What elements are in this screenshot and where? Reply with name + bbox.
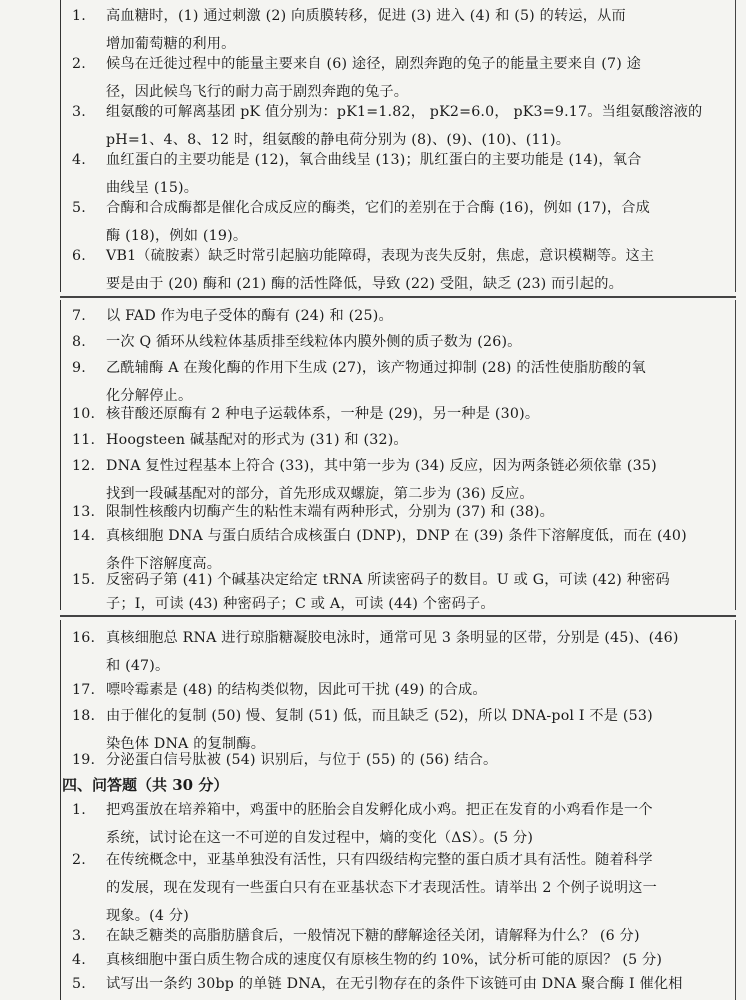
list-item: 15. 反密码子第 (41) 个碱基决定给定 tRNA 所读密码子的数目。U 或 G，可读 (42) 种密码 <box>72 572 670 588</box>
list-item: 2. 候鸟在迁徙过程中的能量主要来自 (6) 途径，剧烈奔跑的兔子的能量主要来自 (7) 途 径，因此候鸟飞行的耐力高于剧烈奔跑的兔子。 <box>72 56 642 100</box>
question-item: 2. 在传统概念中，亚基单独没有活性，只有四级结构完整的蛋白质才具有活性。随着科学 的发展，现在发现有一些蛋白只有在亚基状态下才表现活性。请举出 2 个例子说明这一 现象。(4 分) <box>72 852 657 924</box>
list-item: 3. 组氨酸的可解离基团 pK 值分别为：pK1=1.82， pK2=6.0， pK3=9.17。当组氨酸溶液的 pH=1、4、8、12 时，组氨酸的静电荷分别为 (8)、(9)、(10)、(11)。 <box>72 104 703 148</box>
list-item: 1. 高血糖时，(1) 通过刺激 (2) 向质膜转移，促进 (3) 进入 (4) 和 (5) 的转运，从而 增加葡萄糖的利用。 <box>72 8 626 52</box>
list-item: 10. 核苷酸还原酶有 2 种电子运载体系，一种是 (29)，另一种是 (30)。 <box>72 406 540 422</box>
list-item: 子；I，可读 (43) 种密码子；C 或 A，可读 (44) 个密码子。 <box>106 596 495 612</box>
question-item: 3. 在缺乏糖类的高脂肪膳食后，一般情况下糖的酵解途径关闭，请解释为什么？ (6 分) <box>72 928 640 944</box>
section-heading: 四、问答题（共 30 分） <box>62 776 229 794</box>
list-item: 13. 限制性核酸内切酶产生的粘性末端有两种形式，分别为 (37) 和 (38)。 <box>72 504 555 520</box>
question-item: 5. 试写出一条约 30bp 的单链 DNA，在无引物存在的条件下该链可由 DNA 聚合酶 I 催化相 <box>72 976 683 992</box>
list-item: 19. 分泌蛋白信号肽被 (54) 识别后，与位于 (55) 的 (56) 结合。 <box>72 752 498 768</box>
list-item: 8. 一次 Q 循环从线粒体基质排至线粒体内膜外侧的质子数为 (26)。 <box>72 334 522 350</box>
list-item: 12. DNA 复性过程基本上符合 (33)，其中第一步为 (34) 反应，因为两条链必须依靠 (35) 找到一段碱基配对的部分，首先形成双螺旋，第二步为 (36) 反应。 <box>72 458 657 502</box>
list-item: 5. 合酶和合成酶都是催化合成反应的酶类，它们的差别在于合酶 (16)，例如 (17)，合成 酶 (18)，例如 (19)。 <box>72 200 651 244</box>
list-item: 4. 血红蛋白的主要功能是 (12)，氧合曲线呈 (13)；肌红蛋白的主要功能是 (14)，氧合 曲线呈 (15)。 <box>72 152 642 196</box>
list-item: 14. 真核细胞 DNA 与蛋白质结合成核蛋白 (DNP)，DNP 在 (39) 条件下溶解度低，而在 (40) 条件下溶解度高。 <box>72 528 687 572</box>
list-item: 7. 以 FAD 作为电子受体的酶有 (24) 和 (25)。 <box>72 308 393 324</box>
list-item: 17. 嘌呤霉素是 (48) 的结构类似物，因此可干扰 (49) 的合成。 <box>72 682 487 698</box>
list-item: 18. 由于催化的复制 (50) 慢、复制 (51) 低，而且缺乏 (52)，所以 DNA-pol I 不是 (53) 染色体 DNA 的复制酶。 <box>72 708 653 752</box>
list-item: 16. 真核细胞总 RNA 进行琼脂糖凝胶电泳时，通常可见 3 条明显的区带，分别是 (45)、(46) 和 (47)。 <box>72 630 679 674</box>
list-item: 9. 乙酰辅酶 A 在羧化酶的作用下生成 (27)，该产物通过抑制 (28) 的活性使脂肪酸的氧 化分解停止。 <box>72 360 646 404</box>
question-item: 4. 真核细胞中蛋白质生物合成的速度仅有原核生物的约 10%，试分析可能的原因？ (5 分) <box>72 952 663 968</box>
question-item: 1. 把鸡蛋放在培养箱中，鸡蛋中的胚胎会自发孵化成小鸡。把正在发育的小鸡看作是一个 系统，试讨论在这一不可逆的自发过程中，熵的变化（ΔS）。(5 分) <box>72 802 653 846</box>
list-item: 6. VB1（硫胺素）缺乏时常引起脑功能障碍，表现为丧失反射，焦虑，意识模糊等。这主 要是由于 (20) 酶和 (21) 酶的活性降低，导致 (22) 受阻，缺乏 (23) 而引起的。 <box>72 248 655 292</box>
list-item: 11. Hoogsteen 碱基配对的形式为 (31) 和 (32)。 <box>72 432 408 448</box>
